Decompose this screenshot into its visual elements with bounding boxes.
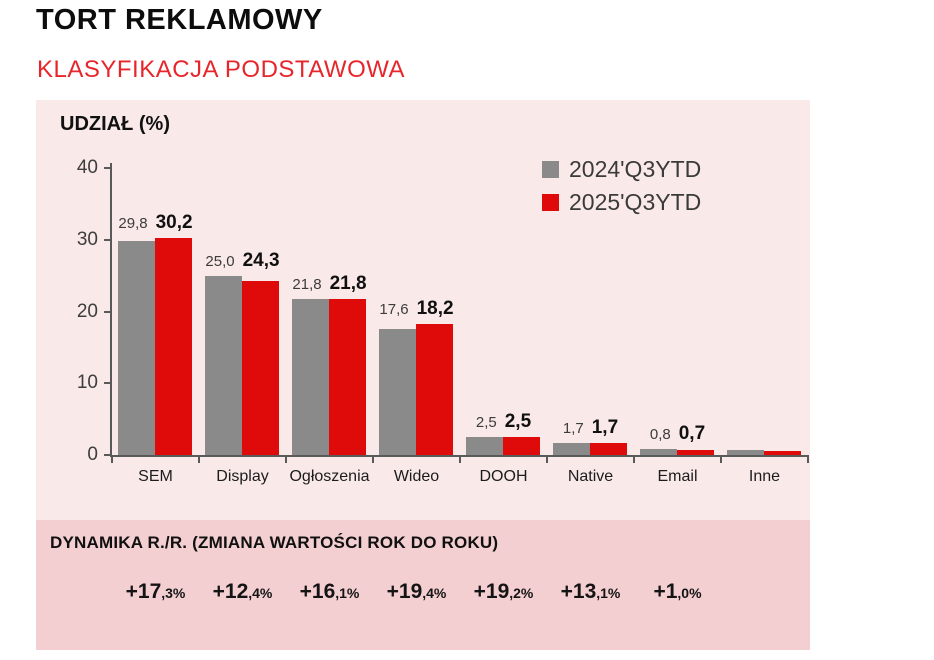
bar-2024: [292, 299, 329, 455]
value-label-2025: 24,3: [242, 250, 280, 271]
x-label-display: Display: [216, 468, 269, 485]
bar-2025: [329, 299, 366, 455]
x-tick: [459, 457, 461, 463]
dynamics-value-decimals: ,4%: [422, 585, 447, 601]
dynamics-value-main: +16: [299, 580, 336, 603]
bar-2025: [503, 437, 540, 455]
value-label-2025: 30,2: [155, 212, 193, 233]
value-label-2024: 2,5: [475, 414, 497, 431]
x-tick: [198, 457, 200, 463]
dynamics-value-display: [199, 580, 286, 604]
y-tick-label: 30: [76, 228, 98, 250]
dynamics-value-email: [634, 580, 721, 604]
bar-2024: [379, 329, 416, 455]
bar-value-labels: [624, 423, 731, 445]
dynamics-value-decimals: ,2%: [509, 585, 534, 601]
dynamics-band: [36, 520, 810, 650]
dynamics-value-ogłoszenia: [286, 580, 373, 604]
x-label-ogłoszenia: Ogłoszenia: [289, 468, 370, 485]
y-tick: [104, 167, 110, 169]
page-subtitle: KLASYFIKACJA PODSTAWOWA: [37, 56, 406, 83]
x-label-sem: SEM: [138, 468, 173, 485]
page-title: TORT REKLAMOWY: [36, 4, 323, 36]
bar-group-display: [199, 168, 286, 455]
bar-2025: [416, 324, 453, 455]
x-label-native: Native: [567, 468, 614, 485]
bar-group-sem: [112, 168, 199, 455]
value-label-2024: 17,6: [379, 301, 409, 318]
x-label-wideo: Wideo: [393, 468, 440, 485]
x-label-email: Email: [657, 468, 698, 485]
dynamics-values: [112, 580, 721, 604]
bar-group-native: [547, 168, 634, 455]
bar-value-labels: [189, 250, 296, 272]
bar-2025: [677, 450, 714, 455]
x-tick: [546, 457, 548, 463]
plot-area: [112, 168, 808, 455]
dynamics-value-main: +17: [125, 580, 162, 603]
x-axis-labels: [112, 468, 808, 486]
dynamics-value-decimals: ,3%: [161, 585, 186, 601]
dynamics-value-decimals: ,4%: [248, 585, 273, 601]
dynamics-value-main: +19: [473, 580, 510, 603]
bar-value-labels: [363, 298, 470, 320]
dynamics-value-wideo: [373, 580, 460, 604]
dynamics-value-decimals: ,1%: [335, 585, 360, 601]
bar-group-ogłoszenia: [286, 168, 373, 455]
y-tick-label: 0: [87, 444, 98, 465]
bar-group-email: [634, 168, 721, 455]
bar-2024: [553, 443, 590, 455]
bar-value-labels: [102, 212, 209, 234]
value-label-2024: 25,0: [205, 253, 235, 270]
x-label-inne: Inne: [748, 468, 781, 485]
dynamics-value-main: +1: [653, 580, 678, 603]
y-tick-label: 20: [76, 300, 98, 322]
y-tick: [104, 311, 110, 313]
bar-group-wideo: [373, 168, 460, 455]
y-tick: [104, 239, 110, 241]
bar-2024: [466, 437, 503, 455]
bar-value-labels: [276, 273, 383, 295]
dynamics-value-decimals: ,1%: [596, 585, 621, 601]
dynamics-value-native: [547, 580, 634, 604]
x-label-dooh: DOOH: [479, 468, 528, 485]
bar-2024: [640, 449, 677, 455]
legend-label-2024: 2024'Q3YTD: [569, 156, 702, 182]
bar-2025: [590, 443, 627, 455]
y-axis-title: UDZIAŁ (%): [60, 113, 170, 135]
x-tick: [111, 457, 113, 463]
value-label-2025: 1,7: [591, 417, 619, 438]
value-label-2025: 2,5: [504, 411, 532, 432]
value-label-2024: 1,7: [562, 420, 584, 437]
y-tick-label: 10: [76, 372, 98, 394]
bar-2025: [242, 281, 279, 455]
y-tick-label: 40: [76, 157, 98, 178]
dynamics-value-dooh: [460, 580, 547, 604]
x-tick: [807, 457, 809, 463]
value-label-2025: 21,8: [329, 273, 367, 294]
legend-label-2025: 2025'Q3YTD: [569, 189, 702, 215]
bar-2025: [155, 238, 192, 455]
x-tick: [285, 457, 287, 463]
x-tick: [720, 457, 722, 463]
bar-group-inne: [721, 168, 808, 455]
bar-2024: [727, 450, 764, 455]
dynamics-value-sem: [112, 580, 199, 604]
value-label-2024: 21,8: [292, 276, 322, 293]
value-label-2024: 29,8: [118, 215, 148, 232]
value-label-2024: 0,8: [649, 426, 671, 443]
dynamics-value-main: +13: [560, 580, 597, 603]
dynamics-value-main: +19: [386, 580, 423, 603]
chart-panel: [36, 100, 810, 650]
bar-2024: [118, 241, 155, 455]
bar-2025: [764, 451, 801, 455]
dynamics-heading: DYNAMIKA R./R. (ZMIANA WARTOŚCI ROK DO ROKU): [50, 533, 499, 552]
dynamics-value-decimals: ,0%: [677, 585, 702, 601]
bar-group-dooh: [460, 168, 547, 455]
bar-2024: [205, 276, 242, 455]
value-label-2025: 18,2: [416, 298, 454, 319]
chart-area: [36, 100, 810, 520]
value-label-2025: 0,7: [678, 423, 706, 444]
x-tick: [633, 457, 635, 463]
x-tick: [372, 457, 374, 463]
dynamics-value-main: +12: [212, 580, 249, 603]
y-tick: [104, 382, 110, 384]
